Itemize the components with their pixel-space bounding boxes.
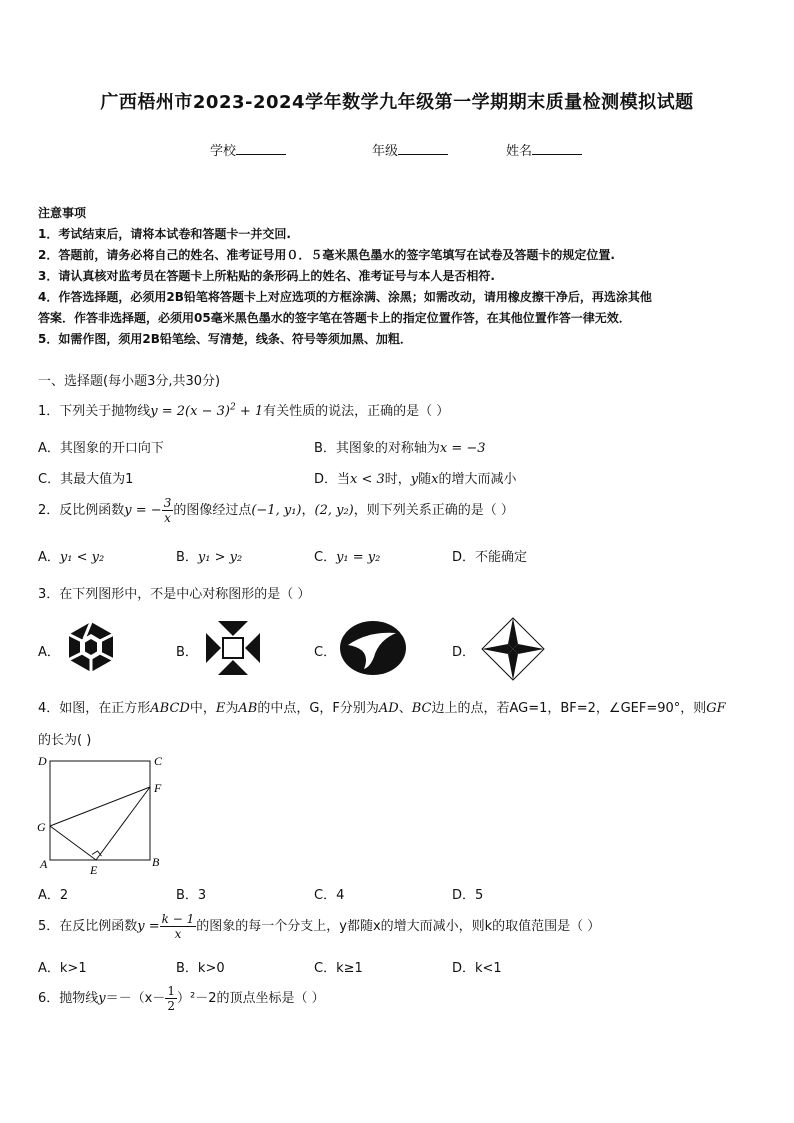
q5-pre: 5．在反比例函数 [38,919,138,934]
notice-item: 1．考试结束后，请将本试卷和答题卡一并交回. [38,227,291,241]
notice-item: 2．答题前，请务必将自己的姓名、准考证号用０．５毫米黑色墨水的签字笔填写在试卷及答题卡的规定位置. [38,248,615,262]
q2-den: x [164,511,171,525]
label-f: F [154,781,162,795]
label-b: B [152,855,160,869]
q3-option-c[interactable]: C． [314,645,337,660]
label-d: D [38,754,47,768]
q4-pre: 4．如图，在正方形 [38,701,151,716]
q1-expr: y = 2(x − 3) [150,404,230,419]
q2-pre: 2．反比例函数 [38,503,125,518]
q6-fraction [165,984,177,1013]
q4-t5: 边上的点，若AG=1，BF=2，∠GEF=90°，则 [431,701,707,716]
q1-d-post: 的增大而减小 [438,472,517,487]
q4-option-b[interactable]: B．3 [176,888,207,903]
q3-option-a[interactable]: A． [38,645,60,660]
q5-y: y = [137,919,160,934]
grade-label: 年级 [372,144,399,159]
q2-option-b[interactable] [176,546,242,565]
q6-pre: 6．抛物线 [38,991,99,1006]
q5-num: k − 1 [161,912,195,926]
q2-b-math: y₁ > y₂ [197,550,243,565]
q4-option-d[interactable]: D．5 [452,888,484,903]
q4-m5: BC [411,701,432,716]
q1-d-math3: x [431,472,439,487]
school-label: 学校 [210,144,237,159]
q5-option-d[interactable]: D．k<1 [452,961,502,976]
segment-ge [50,826,96,860]
q4-t2: 为 [225,701,239,716]
q1-b-math: x = −3 [439,441,486,456]
grade-field[interactable] [372,140,448,159]
q2-option-c[interactable] [314,546,380,565]
notice-item: 5．如需作图，须用2B铅笔绘、写清楚，线条、符号等须加黑、加粗． [38,332,412,346]
name-field[interactable] [506,140,582,159]
pinwheel-triangles-icon [204,619,262,677]
q2-b-label: B． [176,550,198,565]
label-c: C [154,754,163,768]
q6-y: y [98,991,106,1006]
q2-c-label: C． [314,550,337,565]
q1-pre: 1．下列关于抛物线 [38,404,151,419]
q5-den: x [174,927,182,941]
q5-fraction [160,912,197,941]
q5-post: 的图象的每一个分支上，y都随x的增大而减小，则k的取值范围是（ ） [196,919,601,934]
q2-a-label: A． [38,550,60,565]
q4-t1: 中， [189,701,216,716]
question-6 [38,984,325,1013]
q4-m6: GF [706,701,726,716]
q4-m2: E [215,701,226,716]
notice-heading: 注意事项 [38,206,87,220]
question-5 [38,912,600,941]
label-e: E [90,863,98,877]
q1-option-b[interactable] [314,437,486,456]
hexagon-spiral-icon [64,620,118,674]
notice-item: 答案．作答非选择题，必须用05毫米黑色墨水的签字笔在答题卡上的指定位置作答，在其他位置作答一律无效． [38,311,631,325]
notice-item: 3．请认真核对监考员在答题卡上所粘贴的条形码上的姓名、准考证号与本人是否相符. [38,269,495,283]
q4-m1: ABCD [150,701,190,716]
logo-ellipse-icon [338,619,408,677]
q3-option-d[interactable]: D． [452,645,476,660]
q6-post: ）²－2的顶点坐标是（ ） [176,991,325,1006]
q1-d-math1: x < 3 [350,472,385,487]
q3-option-b[interactable]: B． [176,645,198,660]
q4-option-c[interactable]: C．4 [314,888,345,903]
q2-c-math: y₁ = y₂ [336,550,381,565]
q1-d-mid2: 随 [418,472,432,487]
q4-option-a[interactable]: A．2 [38,888,69,903]
q4-t3: 的中点，G，F分别为 [257,701,379,716]
q2-post: ，则下列关系正确的是（ ） [353,503,514,518]
q2-a-math: y₁ < y₂ [59,550,105,565]
q2-mid: 的图像经过点 [173,503,252,518]
q4-m3: AB [238,701,258,716]
q2-option-d[interactable]: D．不能确定 [452,550,528,565]
q5-option-c[interactable]: C．k≥1 [314,961,363,976]
q1-b-text: B．其图象的对称轴为 [314,441,440,456]
q2-p1: (−1, y₁) [251,503,302,518]
notice-item: 4．作答选择题，必须用2B铅笔将答题卡上对应选项的方框涂满、涂黑；如需改动，请用橡皮擦干净后，再选涂其他 [38,290,652,304]
q1-option-a[interactable]: A．其图象的开口向下 [38,441,164,456]
q1-d-math2: y [410,472,419,487]
school-field[interactable] [210,140,286,159]
page-title: 广西梧州市2023-2024学年数学九年级第一学期期末质量检测模拟试题 [100,92,694,113]
question-1 [38,400,449,419]
q2-num: 3 [163,496,172,510]
school-blank[interactable] [236,143,286,155]
square-figure [34,750,174,880]
q2-fraction [162,496,174,525]
q1-exp: 2 [229,402,236,413]
four-leaf-diamond-icon [480,616,546,682]
label-a: A [40,857,48,871]
q4-line2: 的长为( ) [38,733,92,748]
question-3: 3．在下列图形中，不是中心对称图形的是（ ） [38,587,311,602]
q1-d-pre: D．当 [314,472,351,487]
q1-d-mid: 时， [384,472,411,487]
q6-den: 2 [167,999,175,1013]
q1-post: 有关性质的说法，正确的是（ ） [263,404,450,419]
label-g: G [37,820,46,834]
grade-blank[interactable] [398,143,448,155]
name-blank[interactable] [532,143,582,155]
question-2 [38,496,514,525]
q1-expr2: + 1 [235,404,264,419]
question-4 [38,697,726,716]
name-label: 姓名 [506,144,533,159]
q5-option-b[interactable]: B．k>0 [176,961,225,976]
q2-sep: ， [301,503,315,518]
q2-option-a[interactable] [38,546,104,565]
q1-option-d[interactable] [314,468,517,487]
square-abcd [50,761,150,860]
section-heading: 一、选择题(每小题3分,共30分) [38,374,221,389]
q4-t4: 、 [398,701,412,716]
q4-m4: AD [378,701,399,716]
q6-mid: ＝－（x－ [105,991,166,1006]
q5-option-a[interactable]: A．k>1 [38,961,87,976]
q6-num: 1 [167,984,175,998]
q2-p2: (2, y₂) [314,503,354,518]
q2-y: y = − [124,503,162,518]
q1-option-c[interactable]: C．其最大值为1 [38,472,134,487]
